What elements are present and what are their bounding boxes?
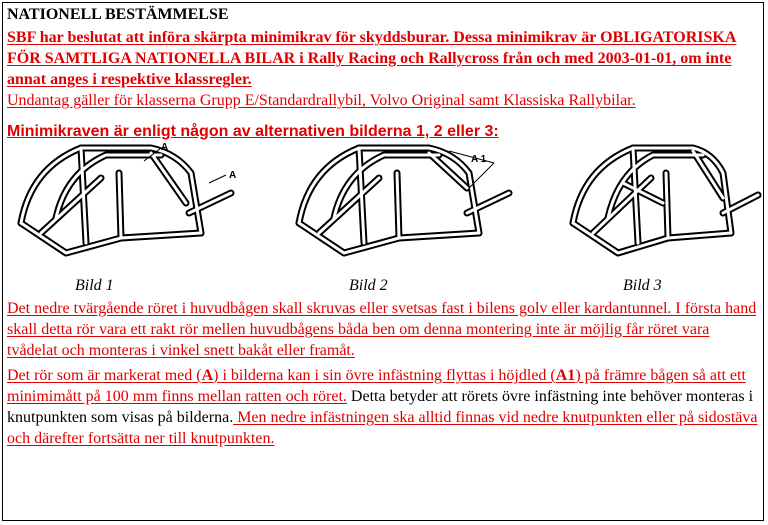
figure-1 (11, 142, 251, 294)
figure-1-label-a-top: A (161, 142, 169, 153)
document-page (2, 2, 764, 521)
intro-paragraph (7, 27, 759, 111)
figure-1-caption: Bild 1 (75, 277, 114, 294)
tube-a-suffix: ) på främre bågen så att ett minimimått på 100 mm finns mellan ratten och röret. (7, 367, 746, 405)
figure-3 (563, 143, 763, 294)
tube-a-lower-mount-note: Men nedre infästningen ska alltid finnas vid nedre knutpunkten eller på sidostäva och därefter fortsätta ner till knutpunkten. (7, 409, 758, 447)
figures-row (7, 143, 759, 298)
tube-a-prefix: Det rör som är markerat med ( (7, 367, 202, 384)
figure-2-caption: Bild 2 (349, 277, 388, 294)
figure-1-label-a-side: A (229, 170, 237, 181)
figure-3-caption: Bild 3 (623, 277, 662, 294)
roll-cage-drawing-2 (289, 143, 529, 273)
subheading: Minimikraven är enligt någon av alternativen bilderna 1, 2 eller 3: (7, 123, 499, 140)
tube-a-marker: A (201, 367, 214, 384)
tube-a-paragraph (7, 365, 759, 449)
tube-a1-marker: A1 (555, 367, 576, 384)
roll-cage-drawing-1 (11, 143, 251, 273)
intro-exception-text: Undantag gäller för klasserna Grupp E/Standardrallybil, Volvo Original samt Klassiska Rallybilar. (7, 92, 636, 109)
tube-a-middle: ) i bilderna kan i sin övre infästning flyttas i höjdled ( (213, 367, 556, 384)
roll-cage-drawing-3 (563, 143, 763, 273)
mounting-paragraph: Det nedre tvärgående röret i huvudbågen skall skruvas eller svetsas fast i bilens golv eller kardantunnel. I första hand skall detta rör vara ett rakt rör mellen huvudbågens båda ben om denna montering inte är möjlig får röret vara tvådelat och monteras i vinkel snett bakåt eller framåt. (7, 300, 757, 359)
intro-bold-text: SBF har beslutat att införa skärpta minimikrav för skyddsburar. Dessa minimikrav är OBLIGATORISKA FÖR SAMTLIGA NATIONELLA BILAR i Rally Racing och Rallycross från och med 2003-01-01, om inte annat anges i respektive klassregler. (7, 29, 737, 88)
figure-2 (289, 143, 529, 294)
figure-2-label-a1: A 1 (471, 154, 487, 165)
page-heading: NATIONELL BESTÄMMELSE (7, 6, 229, 23)
tube-a-explanation: Detta betyder att rörets övre infästning inte behöver monteras i knutpunkten som visas på bilderna. (7, 388, 754, 426)
